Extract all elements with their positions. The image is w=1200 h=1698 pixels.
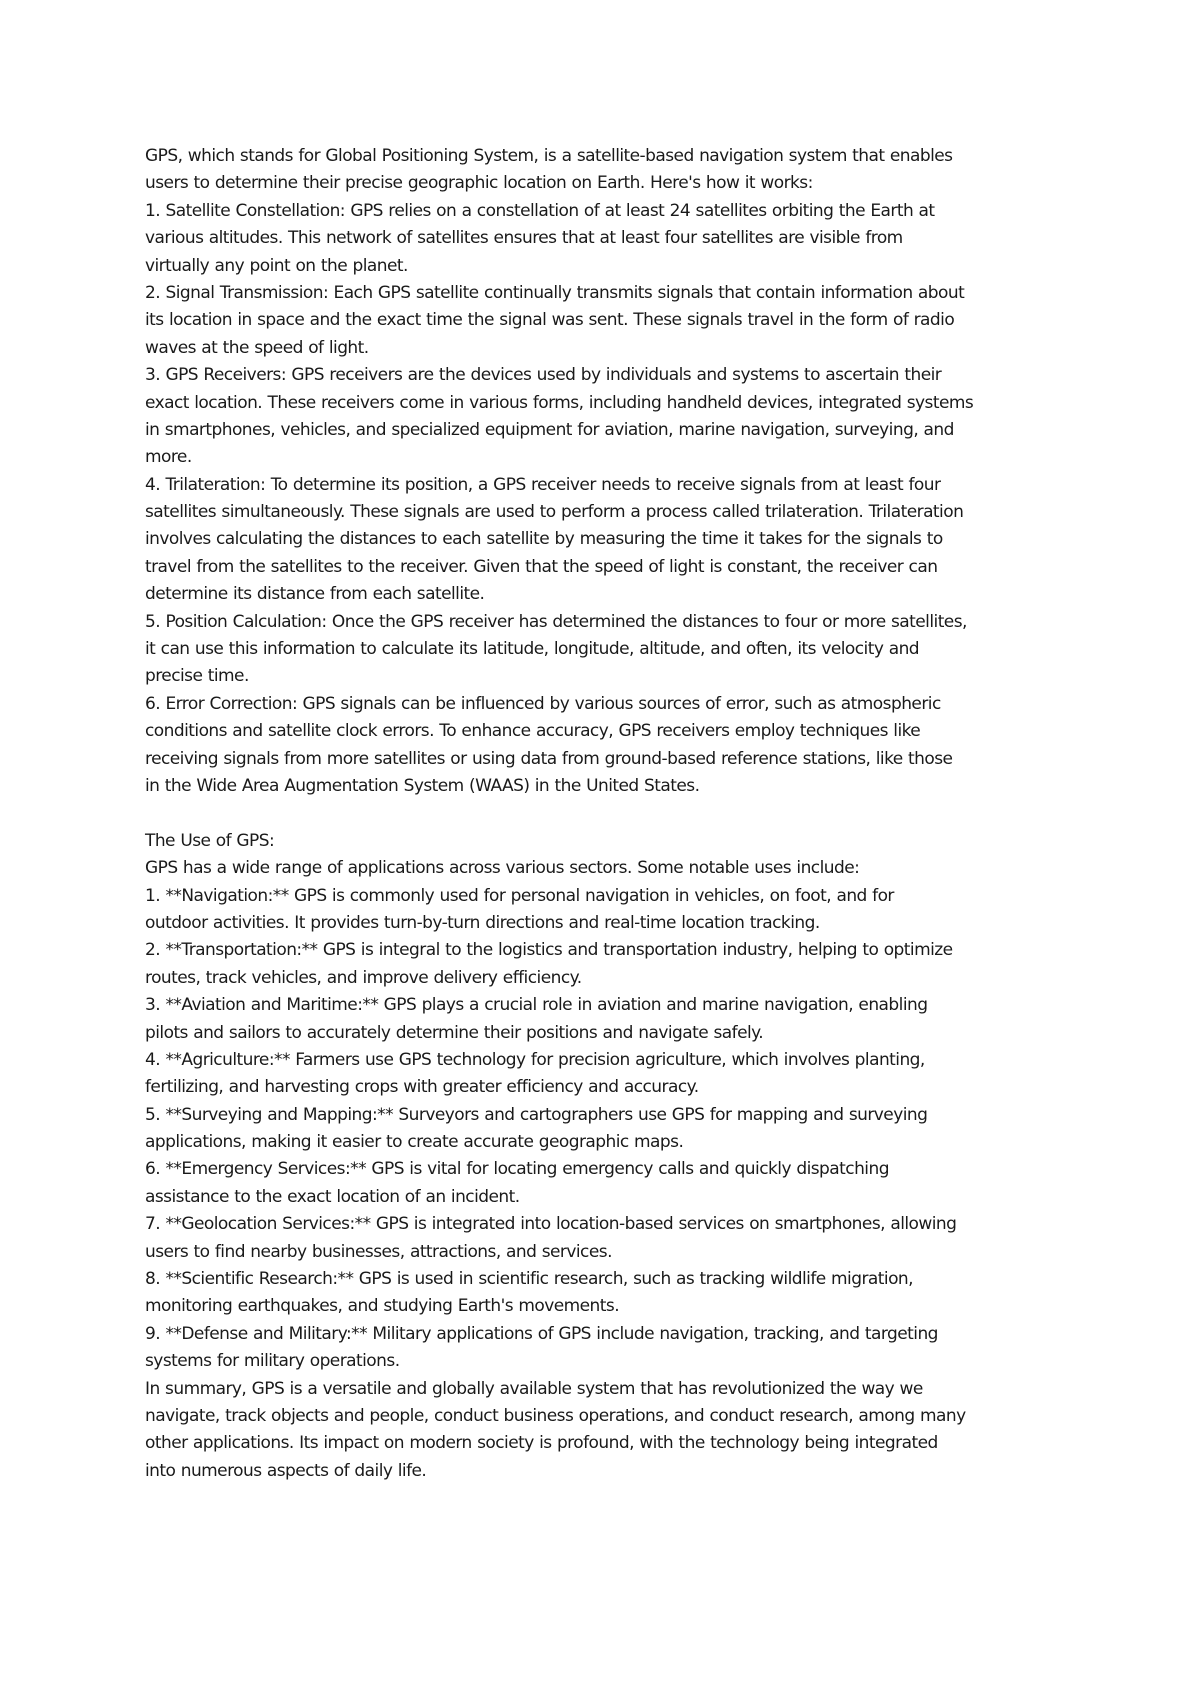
text-line: GPS, which stands for Global Positioning System, is a satellite-based navigation system that enables [145, 146, 953, 166]
text-line: exact location. These receivers come in various forms, including handheld devices, integrated systems [145, 392, 974, 413]
text-line: monitoring earthquakes, and studying Earth's movements. [145, 1296, 620, 1317]
text-line: into numerous aspects of daily life. [145, 1460, 427, 1481]
text-line: 5. **Surveying and Mapping:** Surveyors and cartographers use GPS for mapping and surveying [145, 1104, 928, 1125]
text-line: users to determine their precise geographic location on Earth. Here's how it works: [145, 173, 813, 194]
document-body [145, 143, 1085, 1485]
text-line: virtually any point on the planet. [145, 255, 408, 276]
text-line: various altitudes. This network of satellites ensures that at least four satellites are visible from [145, 228, 903, 249]
text-line: in the Wide Area Augmentation System (WAAS) in the United States. [145, 775, 700, 796]
text-line: more. [145, 447, 192, 468]
text-line: In summary, GPS is a versatile and globally available system that has revolutionized the way we [145, 1378, 923, 1399]
text-line: conditions and satellite clock errors. To enhance accuracy, GPS receivers employ techniques like [145, 721, 921, 742]
text-line: navigate, track objects and people, conduct business operations, and conduct research, among many [145, 1405, 966, 1426]
text-line: other applications. Its impact on modern society is profound, with the technology being integrated [145, 1433, 938, 1454]
text-line: 9. **Defense and Military:** Military applications of GPS include navigation, tracking, and targeting [145, 1323, 938, 1344]
text-line: receiving signals from more satellites or using data from ground-based reference stations, like those [145, 748, 953, 769]
text-line: 5. Position Calculation: Once the GPS receiver has determined the distances to four or more satellites, [145, 611, 967, 632]
text-line: waves at the speed of light. [145, 337, 369, 358]
text-line: 6. **Emergency Services:** GPS is vital for locating emergency calls and quickly dispatching [145, 1159, 889, 1180]
text-line: 6. Error Correction: GPS signals can be influenced by various sources of error, such as atmospheric [145, 693, 941, 714]
text-line: fertilizing, and harvesting crops with greater efficiency and accuracy. [145, 1077, 699, 1098]
text-line: determine its distance from each satellite. [145, 584, 485, 605]
text-line: pilots and sailors to accurately determine their positions and navigate safely. [145, 1022, 764, 1043]
text-line: routes, track vehicles, and improve delivery efficiency. [145, 967, 582, 988]
text-line: precise time. [145, 666, 249, 687]
text-line: GPS has a wide range of applications across various sectors. Some notable uses include: [145, 858, 860, 879]
text-line: 7. **Geolocation Services:** GPS is integrated into location-based services on smartphones, allowing [145, 1214, 957, 1235]
text-line: 2. **Transportation:** GPS is integral to the logistics and transportation industry, helping to optimize [145, 940, 953, 961]
text-line: its location in space and the exact time the signal was sent. These signals travel in the form of radio [145, 310, 955, 331]
blank-line [145, 800, 1085, 827]
text-line: assistance to the exact location of an incident. [145, 1186, 520, 1207]
text-line: 4. **Agriculture:** Farmers use GPS technology for precision agriculture, which involves planting, [145, 1049, 925, 1070]
text-line: applications, making it easier to create accurate geographic maps. [145, 1132, 684, 1153]
text-line: systems for military operations. [145, 1351, 400, 1372]
text-line: travel from the satellites to the receiver. Given that the speed of light is constant, the receiver can [145, 556, 938, 577]
text-line: 3. GPS Receivers: GPS receivers are the devices used by individuals and systems to ascertain their [145, 365, 942, 386]
text-line: involves calculating the distances to each satellite by measuring the time it takes for the signals to [145, 529, 943, 550]
text-line: 1. **Navigation:** GPS is commonly used for personal navigation in vehicles, on foot, and for [145, 885, 894, 906]
text-line: The Use of GPS: [145, 830, 275, 851]
text-line: 1. Satellite Constellation: GPS relies on a constellation of at least 24 satellites orbiting the Earth at [145, 200, 935, 221]
text-line: 4. Trilateration: To determine its position, a GPS receiver needs to receive signals from at least four [145, 474, 941, 495]
text-line: in smartphones, vehicles, and specialized equipment for aviation, marine navigation, surveying, and [145, 419, 954, 440]
text-line: 3. **Aviation and Maritime:** GPS plays a crucial role in aviation and marine navigation, enabling [145, 995, 928, 1016]
text-line: 8. **Scientific Research:** GPS is used in scientific research, such as tracking wildlife migration, [145, 1269, 913, 1290]
text-line: satellites simultaneously. These signals are used to perform a process called trilateration. Trilateration [145, 502, 964, 523]
text-line: 2. Signal Transmission: Each GPS satellite continually transmits signals that contain information about [145, 282, 965, 303]
text-line: it can use this information to calculate its latitude, longitude, altitude, and often, its velocity and [145, 639, 920, 660]
text-line: outdoor activities. It provides turn-by-turn directions and real-time location tracking. [145, 912, 820, 933]
text-line: users to find nearby businesses, attractions, and services. [145, 1241, 612, 1262]
